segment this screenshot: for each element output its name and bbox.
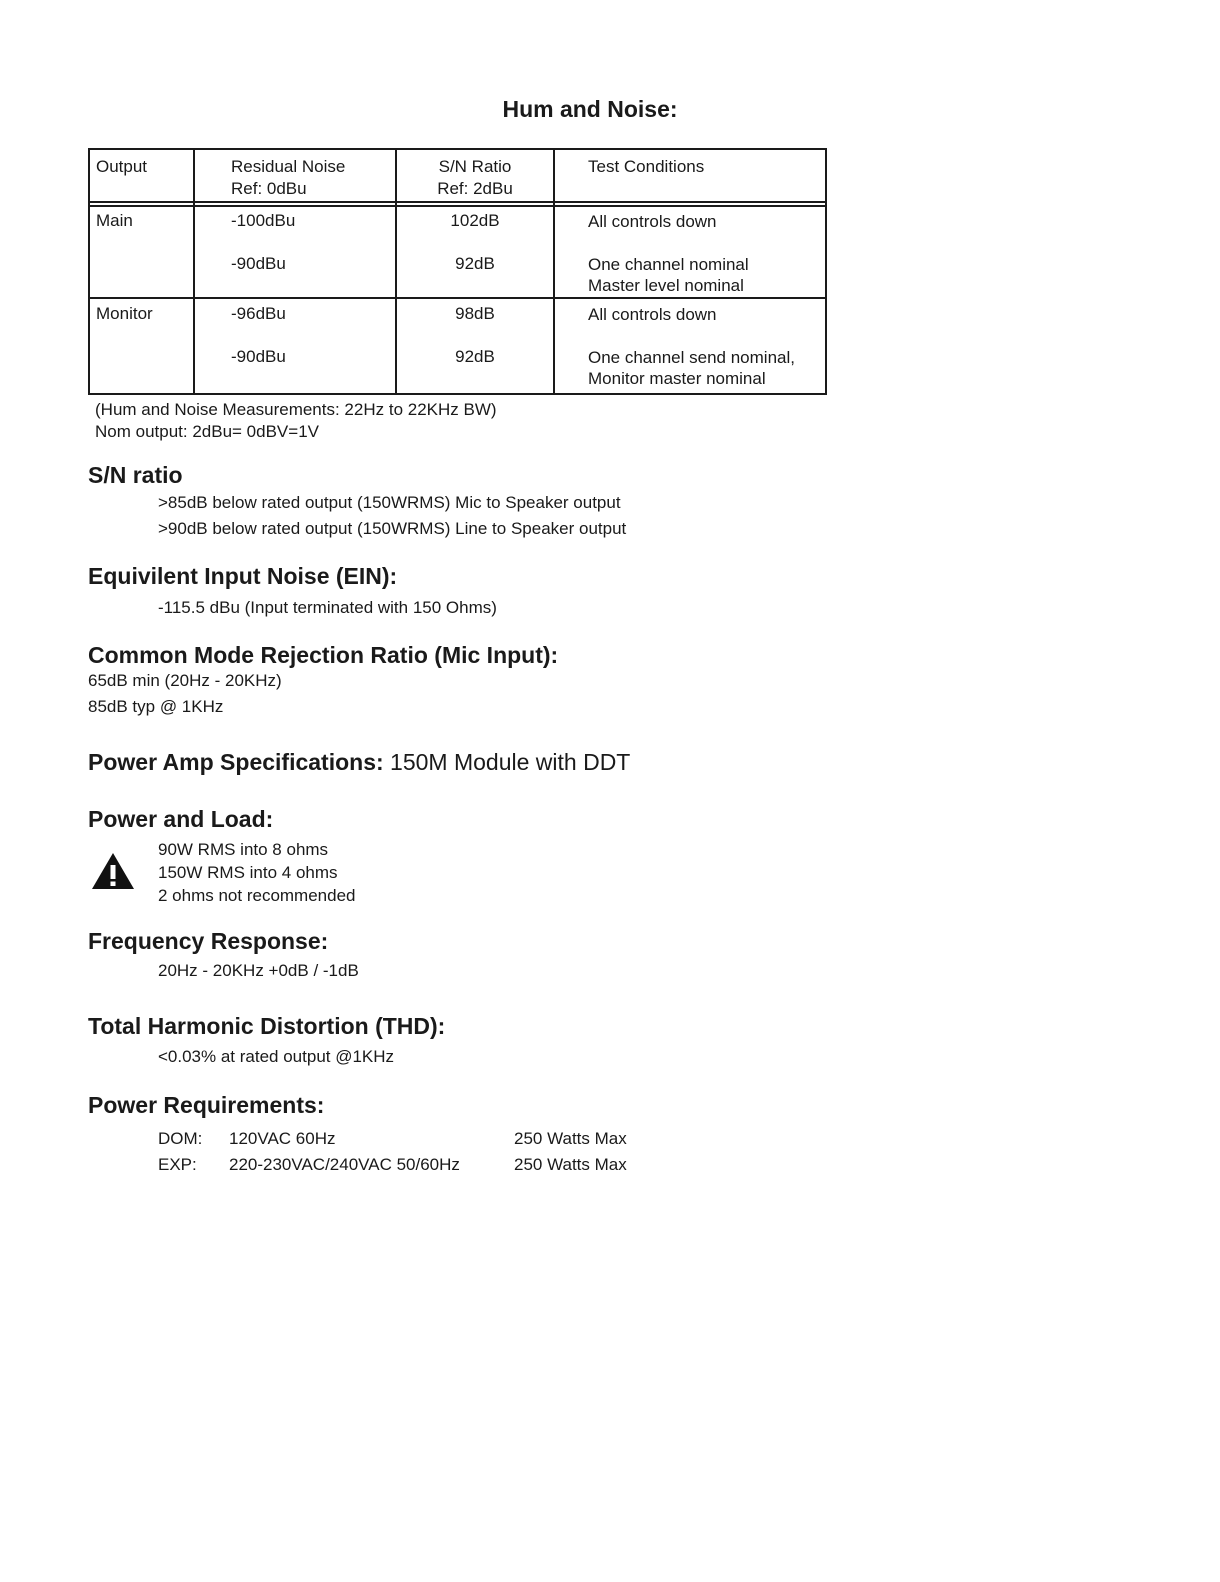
header-output: Output [96,157,148,176]
power-req-label: EXP: [158,1155,197,1174]
table-divider [90,201,825,203]
power-req-voltage: 120VAC 60Hz [229,1129,336,1148]
ein-heading: Equivilent Input Noise (EIN): [88,563,398,589]
hum-noise-table [88,148,827,395]
freq-response-line: 20Hz - 20KHz +0dB / -1dB [158,961,359,980]
page-title: Hum and Noise: [502,96,678,122]
table-cell-residual: -90dBu [231,254,286,273]
freq-response-heading: Frequency Response: [88,928,329,954]
cmrr-line: 85dB typ @ 1KHz [88,697,224,716]
cmrr-heading: Common Mode Rejection Ratio (Mic Input): [88,642,559,668]
table-cell-residual: -90dBu [231,347,286,366]
power-req-watts: 250 Watts Max [514,1129,627,1148]
table-divider [553,150,555,393]
power-amp-heading-label: Power Amp Specifications: [88,749,384,775]
table-cell-condition: All controls down [588,305,717,324]
thd-line: <0.03% at rated output @1KHz [158,1047,395,1066]
nominal-output-note: Nom output: 2dBu= 0dBV=1V [95,422,319,441]
header-sn-line2: Ref: 2dBu [437,179,513,198]
header-sn-line1: S/N Ratio [438,157,512,176]
power-req-heading: Power Requirements: [88,1092,325,1118]
power-req-voltage: 220-230VAC/240VAC 50/60Hz [229,1155,460,1174]
table-divider [90,205,825,207]
cmrr-line: 65dB min (20Hz - 20KHz) [88,671,282,690]
power-amp-heading [88,749,630,776]
thd-heading: Total Harmonic Distortion (THD): [88,1013,446,1039]
header-residual-line2: Ref: 0dBu [231,179,307,198]
power-load-line: 90W RMS into 8 ohms [158,840,329,859]
table-cell-sn: 92dB [455,254,495,273]
power-req-label: DOM: [158,1129,203,1148]
ein-line: -115.5 dBu (Input terminated with 150 Ohms) [158,598,497,617]
power-amp-subtitle: 150M Module with DDT [390,749,631,775]
table-cell-output: Main [96,211,133,230]
table-cell-condition: One channel nominal [588,255,749,274]
measurement-note: (Hum and Noise Measurements: 22Hz to 22KHz BW) [95,400,497,419]
table-cell-sn: 92dB [455,347,495,366]
table-cell-residual: -100dBu [231,211,296,230]
table-cell-condition: Master level nominal [588,276,744,295]
table-divider [193,150,195,393]
warning-icon [91,852,135,890]
header-conditions: Test Conditions [588,157,705,176]
table-cell-condition: One channel send nominal, [588,348,795,367]
power-load-heading: Power and Load: [88,806,274,832]
table-cell-condition: All controls down [588,212,717,231]
table-cell-output: Monitor [96,304,153,323]
sn-ratio-line: >90dB below rated output (150WRMS) Line to Speaker output [158,519,627,538]
table-cell-sn: 102dB [450,211,500,230]
sn-ratio-line: >85dB below rated output (150WRMS) Mic to Speaker output [158,493,621,512]
header-residual-line1: Residual Noise [231,157,346,176]
table-divider [90,297,825,299]
sn-ratio-heading: S/N ratio [88,462,183,488]
power-req-watts: 250 Watts Max [514,1155,627,1174]
table-cell-condition: Monitor master nominal [588,369,766,388]
power-load-line: 150W RMS into 4 ohms [158,863,338,882]
table-cell-sn: 98dB [455,304,495,323]
power-load-line: 2 ohms not recommended [158,886,356,905]
table-cell-residual: -96dBu [231,304,286,323]
